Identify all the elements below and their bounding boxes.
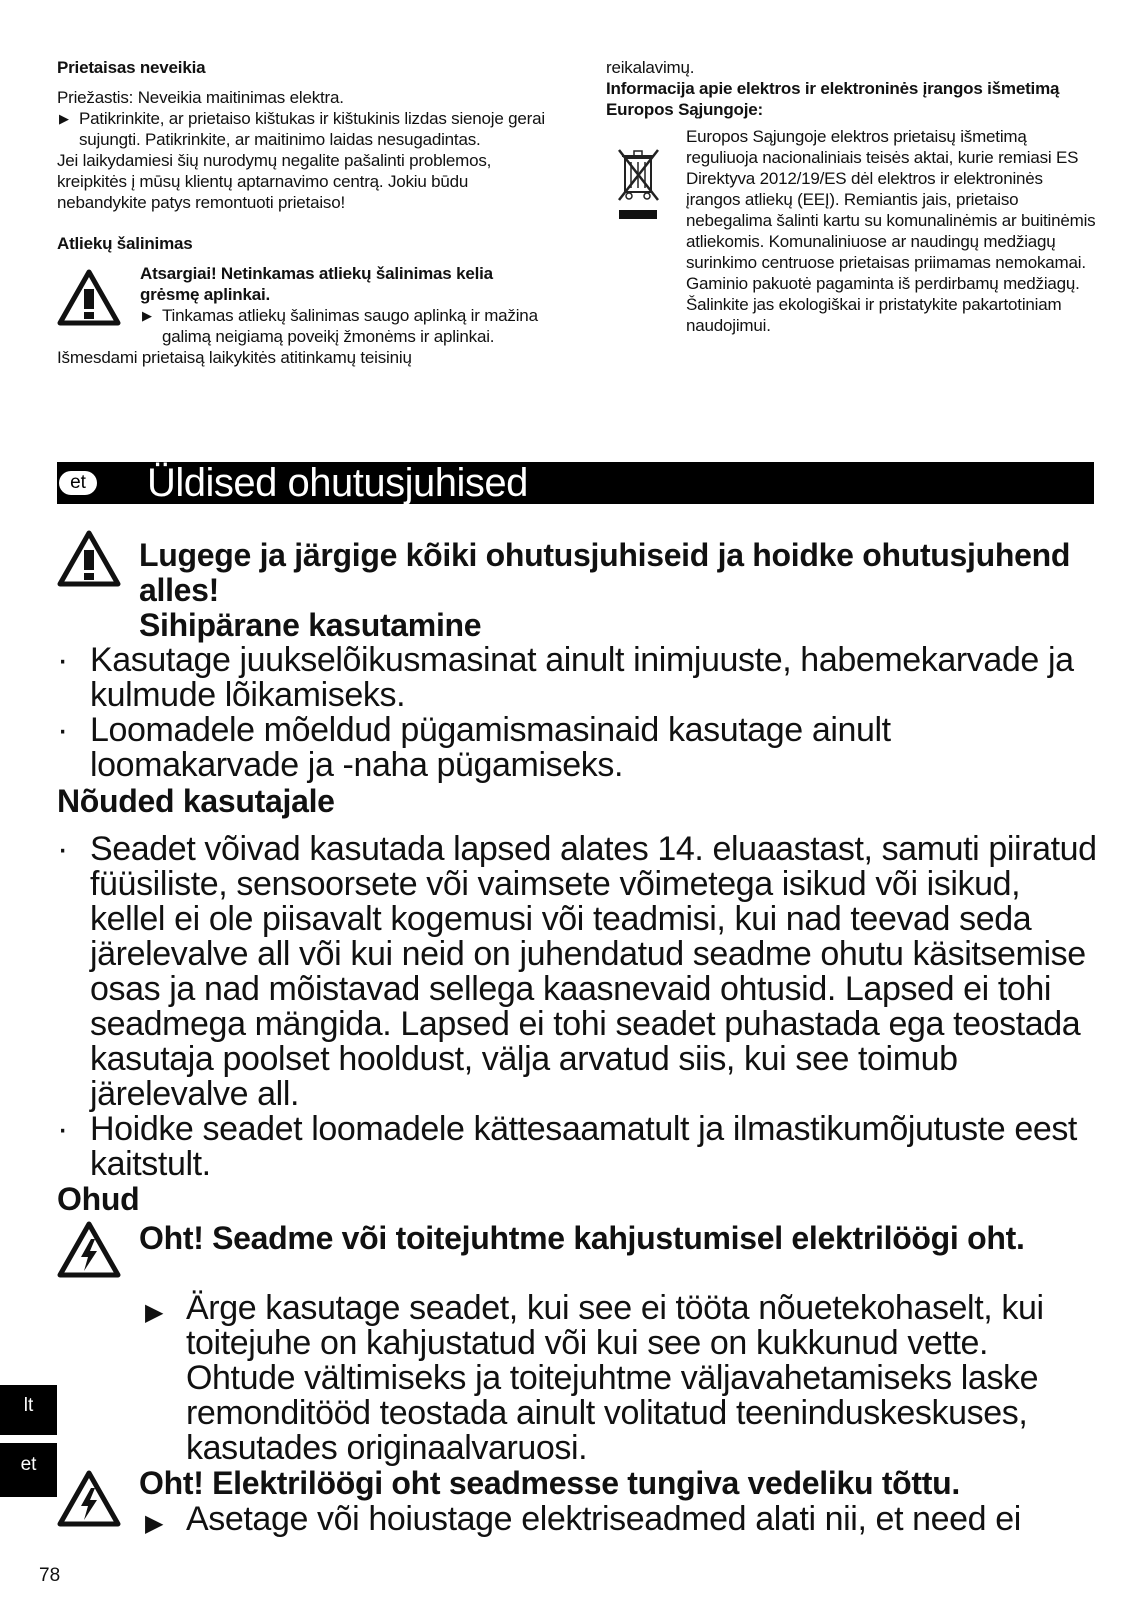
list-item	[57, 108, 552, 150]
page-number: 78	[39, 1565, 61, 1586]
side-tab-lt: lt	[0, 1385, 57, 1435]
warning-icon	[57, 530, 121, 587]
bullet-dot: ·	[57, 711, 68, 749]
list-item-text: Ärge kasutage seadet, kui see ei tööta nõuetekohaselt, kui toitejuhe on kahjustatud või kui see on kukkunud vette. Ohtude vältimiseks ja toitejuhtme väljavahetamiseks laske remonditööd teostada ainult volitatud teeninduskeskuses, kasutades originaalvaruosi.	[186, 1289, 1044, 1467]
triangle-bullet-icon: ▶	[145, 1299, 164, 1326]
weee-title: Informacija apie elektros ir elektroninės įrangos išmetimą Europos Sąjungoje:	[606, 79, 1060, 119]
list-item-text: Patikrinkite, ar prietaiso kištukas ir kištukinis lizdas sienoje gerai sujungti. Patikrinkite, ar maitinimo laidas nesugadintas.	[79, 109, 545, 149]
lt-right-column	[606, 57, 1096, 336]
electric-shock-warning-icon	[57, 1470, 121, 1527]
intended-use-title: Sihipärane kasutamine	[139, 607, 482, 643]
danger-list	[139, 1502, 1097, 1537]
crossed-bin-icon	[616, 144, 662, 224]
intended-use-list	[57, 643, 1097, 783]
safety-warning-heading: Lugege ja järgige kõiki ohutusjuhiseid ja hoidke ohutusjuhend alles!	[139, 537, 1071, 608]
banner-title: Üldised ohutusjuhised	[147, 461, 528, 505]
list-item-text: Loomadele mõeldud pügamismasinaid kasutage ainult loomakarvade ja -naha pügamiseks.	[90, 711, 891, 784]
electric-shock-warning-icon	[57, 1221, 121, 1278]
triangle-bullet-icon: ▶	[142, 308, 152, 323]
bullet-dot: ·	[57, 830, 68, 868]
section-banner	[57, 462, 1094, 504]
bullet-dot: ·	[57, 641, 68, 679]
continued-text: reikalavimų.	[606, 58, 695, 77]
weee-text: Europos Sąjungoje elektros prietaisų išmetimą reguliuoja nacionaliniais teisės aktai, kurie remiasi ES Direktyva 2012/19/ES dėl elektros ir elektroninės įrangos atliekų (EEĮ). Remiantis jais, prietaiso nebegalima šalinti kartu su komunalinėmis ar buitinėmis atliekomis. Komunaliniuose ar naudingų medžiagų surinkimo centruose prietaisas priimamas nemokamai. Gaminio pakuotė pagaminta iš perdirbamų medžiagų. Šalinkite jas ekologiškai ir pristatykite pakartotiniam naudojimui.	[686, 127, 1096, 335]
section-title-disposal: Atliekų šalinimas	[57, 234, 193, 253]
warning-block	[57, 263, 552, 347]
list-item-text: Kasutage juukselõikusmasinat ainult inimjuuste, habemekarvade ja kulmude lõikamiseks.	[90, 641, 1074, 714]
paragraph: Išmesdami prietaisą laikykitės atitinkamų teisinių	[57, 348, 412, 367]
triangle-bullet-icon: ▶	[145, 1510, 164, 1537]
user-requirements-title: Nõuded kasutajale	[57, 783, 335, 819]
warning-icon	[57, 269, 121, 326]
list-item-text: Hoidke seadet loomadele kättesaamatult ja ilmastikumõjutuste eest kaitstult.	[90, 1110, 1077, 1183]
list-item	[140, 305, 552, 347]
list-item	[57, 643, 1097, 713]
triangle-bullet-icon: ▶	[59, 111, 69, 126]
list-item	[57, 1112, 1097, 1182]
list-item	[139, 1502, 1097, 1537]
list-item-text: Seadet võivad kasutada lapsed alates 14. eluaastast, samuti piiratud füüsiliste, sensoorsete või vaimsete võimetega isikud või isikud, kellel ei ole piisavalt kogemusi või teadmisi, kui nad teevad seda järelevalve all või kui neid on juhendatud seadme ohutu käsitsemise osas ja nad mõistavad sellega kaasnevaid ohtusid. Lapsed ei tohi seadmega mängida. Lapsed ei tohi seadet puhastada ega teostada kasutaja poolset hooldust, välja arvatud siis, kui see toimub järelevalve all.	[90, 830, 1097, 1113]
bullet-dot: ·	[57, 1110, 68, 1148]
side-tab-et: et	[0, 1443, 57, 1497]
list-item	[57, 713, 1097, 783]
paragraph: Jei laikydamiesi šių nurodymų negalite pašalinti problemos, kreipkitės į mūsų klientų aptarnavimo centrą. Jokiu būdu nebandykite patys remontuoti prietaiso!	[57, 151, 492, 212]
list-item-text: Asetage või hoiustage elektriseadmed alati nii, et need ei	[186, 1500, 1021, 1538]
dangers-title: Ohud	[57, 1181, 140, 1217]
list-item-text: Tinkamas atliekų šalinimas saugo aplinką ir mažina galimą neigiamą poveikį žmonėms ir aplinkai.	[162, 306, 538, 346]
danger-heading: Oht! Elektrilöögi oht seadmesse tungiva vedeliku tõttu.	[139, 1465, 960, 1501]
user-requirements-list	[57, 832, 1097, 1182]
lt-left-column	[57, 57, 552, 368]
language-badge: et	[59, 471, 97, 495]
warning-text: Atsargiai! Netinkamas atliekų šalinimas kelia grėsmę aplinkai.	[140, 264, 493, 304]
weee-block	[606, 126, 1096, 336]
danger-list	[139, 1291, 1097, 1466]
list-item	[57, 832, 1097, 1112]
section-title-device-not-working: Prietaisas neveikia	[57, 58, 206, 77]
cause-text: Priežastis: Neveikia maitinimas elektra.	[57, 88, 344, 107]
danger-heading: Oht! Seadme või toitejuhtme kahjustumisel elektrilöögi oht.	[139, 1220, 1025, 1256]
list-item	[139, 1291, 1097, 1466]
